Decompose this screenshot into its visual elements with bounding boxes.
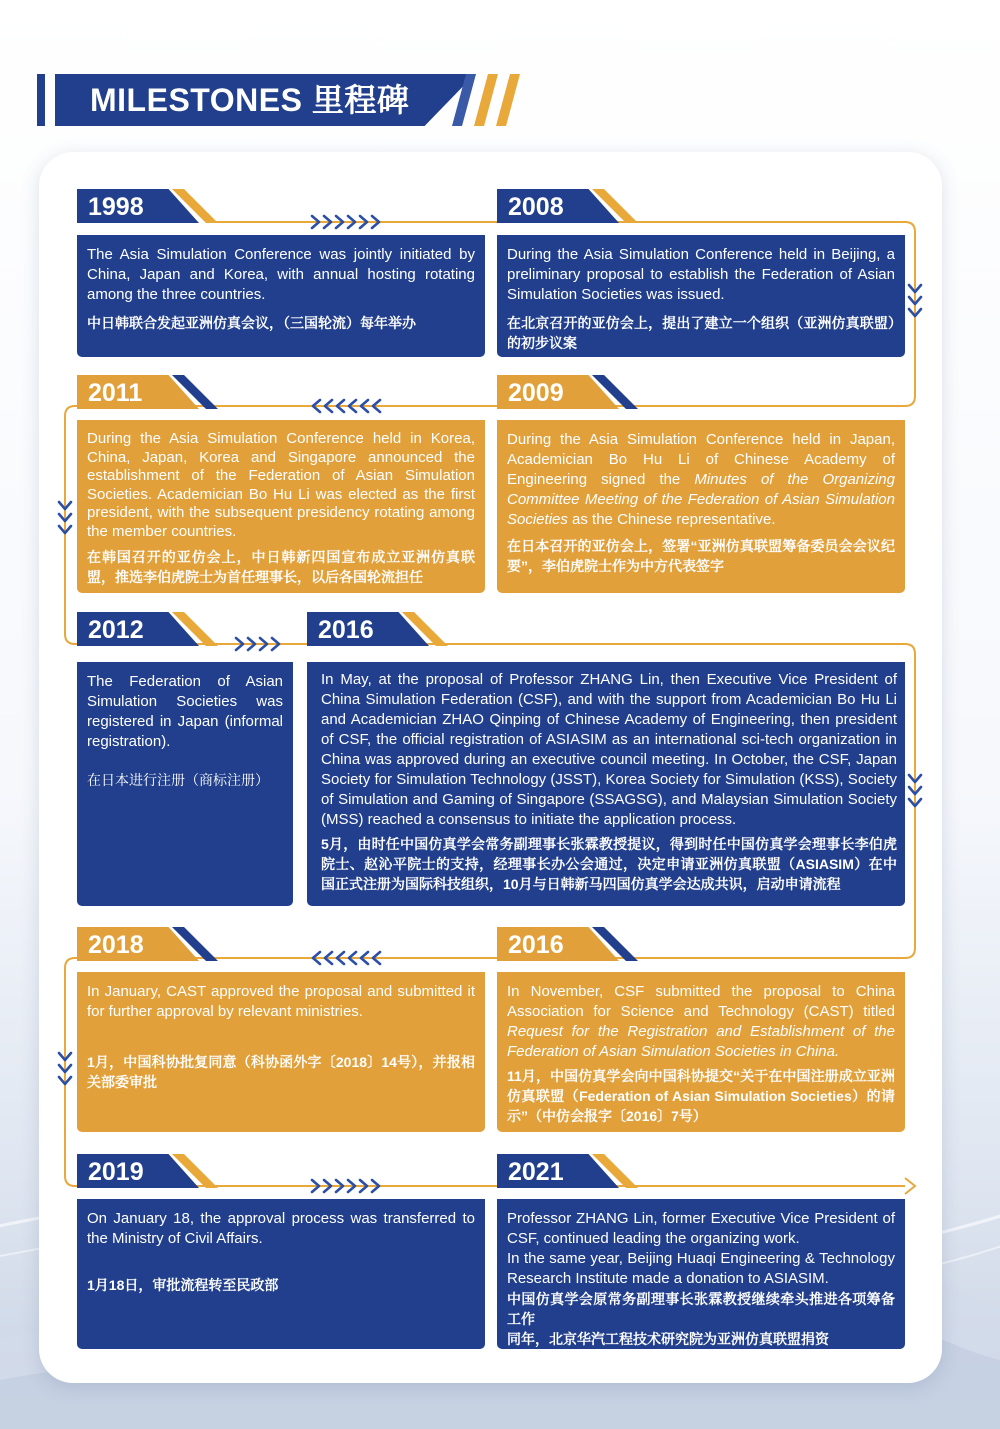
milestone-card-2016-may: [307, 662, 905, 906]
milestone-text-cn: 1月，中国科协批复同意（科协函外字〔2018〕14号），并报相关部委审批: [87, 1054, 475, 1090]
tab-stripe-icon: [592, 1154, 638, 1188]
milestone-text-cn: 1月18日，审批流程转至民政部: [87, 1277, 279, 1293]
header-stripe-navy: [452, 74, 476, 126]
tab-stripe-icon: [172, 612, 218, 646]
header-stripe-orange-2: [496, 74, 520, 126]
tab-stripe-icon: [172, 375, 218, 409]
milestone-text-en-2: In the same year, Beijing Huaqi Engineering & Technology Research Institute made a donation to ASIASIM.: [507, 1250, 895, 1287]
milestone-text-cn-2: 同年，北京华汽工程技术研究院为亚洲仿真联盟捐资: [507, 1331, 829, 1347]
milestone-text-cn: 在韩国召开的亚仿会上，中日韩新四国宣布成立亚洲仿真联盟，推选李伯虎院士为首任理事长，以后各国轮流担任: [87, 549, 475, 585]
year-label-2016: 2016: [318, 616, 374, 644]
tab-stripe-icon: [172, 189, 218, 223]
milestone-text-en: [507, 982, 895, 1062]
milestone-text-en: The Asia Simulation Conference was jointly initiated by China, Japan and Korea, with annual hosting rotating among the three countries.: [87, 246, 475, 303]
milestone-text-cn: 在北京召开的亚仿会上，提出了建立一个组织（亚洲仿真联盟）的初步议案: [507, 315, 895, 351]
milestone-text-cn: 11月，中国仿真学会向中国科协提交“关于在中国注册成立亚洲仿真联盟（Federation of Asian Simulation Societies）的请示”（中仿会报字〔2016〕7号）: [507, 1068, 895, 1124]
year-label-2021: 2021: [508, 1158, 564, 1186]
milestone-text-en-part2: as the Chinese representative.: [567, 511, 776, 528]
milestone-card-2008: [497, 235, 905, 357]
tab-stripe-icon: [172, 1154, 218, 1188]
milestone-card-2011: [77, 420, 485, 593]
milestone-text-en: In May, at the proposal of Professor ZHANG Lin, then Executive Vice President of China Simulation Federation (CSF), and with the support from Academician Bo Hu Li and Academician ZHAO Qinping of Chinese Academy of Engineering, then president of CSF, the official registration of ASIASIM as an international sci-tech organization in China was approved during an executive council meeting. In October, the CSF, Japan Society for Simulation Technology (JSST), Korea Society for Simulation (KSS), Society of Simulation and Gaming of Singapore (SSAGSG), and Malaysian Simulation Society (MSS) reached a consensus to initiate the application process.: [321, 671, 897, 828]
year-label-2016-nov: 2016: [508, 931, 564, 959]
milestone-text-en: In January, CAST approved the proposal and submitted it for further approval by relevant ministries.: [87, 983, 475, 1020]
milestone-text-en: The Federation of Asian Simulation Societies was registered in Japan (informal registration).: [87, 673, 283, 750]
header-accent-bar: [37, 74, 45, 126]
milestone-card-2018: [77, 972, 485, 1132]
milestone-text-en: During the Asia Simulation Conference held in Korea, China, Japan, Korea and Singapore announced the establishment of the Federation of Asian Simulation Societies. Academician Bo Hu Li was elected as the first president, with the subsequent presidency rotating among the member countries.: [87, 430, 475, 540]
header-stripe-orange: [474, 74, 498, 126]
year-label-2018: 2018: [88, 931, 144, 959]
year-label-2009: 2009: [508, 379, 564, 407]
milestone-document-title: Request for the Registration and Establishment of the Federation of Asian Simulation Societies in China.: [507, 1023, 895, 1060]
milestone-text-cn: 中国仿真学会原常务副理事长张霖教授继续牵头推进各项筹备工作: [507, 1291, 895, 1327]
tab-stripe-icon: [592, 927, 638, 961]
year-label-2011: 2011: [88, 379, 143, 407]
milestone-document-title: Minutes of the Organizing Committee Meeting of the Federation of Asian Simulation Societies: [507, 471, 895, 528]
milestone-text-cn: 5月，由时任中国仿真学会常务副理事长张霖教授提议，得到时任中国仿真学会理事长李伯虎院士、赵沁平院士的支持，经理事长办公会通过，决定申请亚洲仿真联盟（ASIASIM）在中国正式注册为国际科技组织，10月与日韩新马四国仿真学会达成共识，启动申请流程: [321, 836, 897, 892]
tab-stripe-icon: [592, 375, 638, 409]
milestone-card-2012: [77, 662, 293, 906]
milestone-card-2009: [497, 420, 905, 593]
milestone-card-2016-nov: [497, 972, 905, 1132]
tab-stripe-icon: [402, 612, 448, 646]
milestone-text-en-part1: In November, CSF submitted the proposal to China Association for Science and Technology (CAST) titled: [507, 983, 895, 1020]
milestone-text-en: During the Asia Simulation Conference held in Beijing, a preliminary proposal to establish the Federation of Asian Simulation Societies was issued.: [507, 246, 895, 303]
milestone-text-cn: 中日韩联合发起亚洲仿真会议，（三国轮流）每年举办: [87, 315, 416, 331]
milestone-text-en: Professor ZHANG Lin, former Executive Vice President of CSF, continued leading the organizing work.: [507, 1210, 895, 1247]
tab-stripe-icon: [172, 927, 218, 961]
milestone-text-en-part1: During the Asia Simulation Conference held in Japan, Academician Bo Hu Li of Chinese Academy of Engineering signed the: [507, 431, 895, 488]
year-label-2012: 2012: [88, 616, 144, 644]
milestone-text-cn: 在日本进行注册（商标注册）: [87, 772, 269, 788]
milestone-text-cn: 在日本召开的亚仿会上，签署“亚洲仿真联盟筹备委员会会议纪要”，李伯虎院士作为中方代表签字: [507, 538, 895, 574]
tab-stripe-icon: [592, 189, 638, 223]
page-title: MILESTONES 里程碑: [90, 82, 410, 118]
year-label-2008: 2008: [508, 193, 564, 221]
milestone-text-en: [507, 430, 895, 530]
milestone-card-2021: [497, 1199, 905, 1349]
milestone-text-en: On January 18, the approval process was transferred to the Ministry of Civil Affairs.: [87, 1210, 475, 1247]
year-label-1998: 1998: [88, 193, 144, 221]
milestone-card-2019: [77, 1199, 485, 1349]
year-label-2019: 2019: [88, 1158, 144, 1186]
milestone-card-1998: [77, 235, 485, 357]
